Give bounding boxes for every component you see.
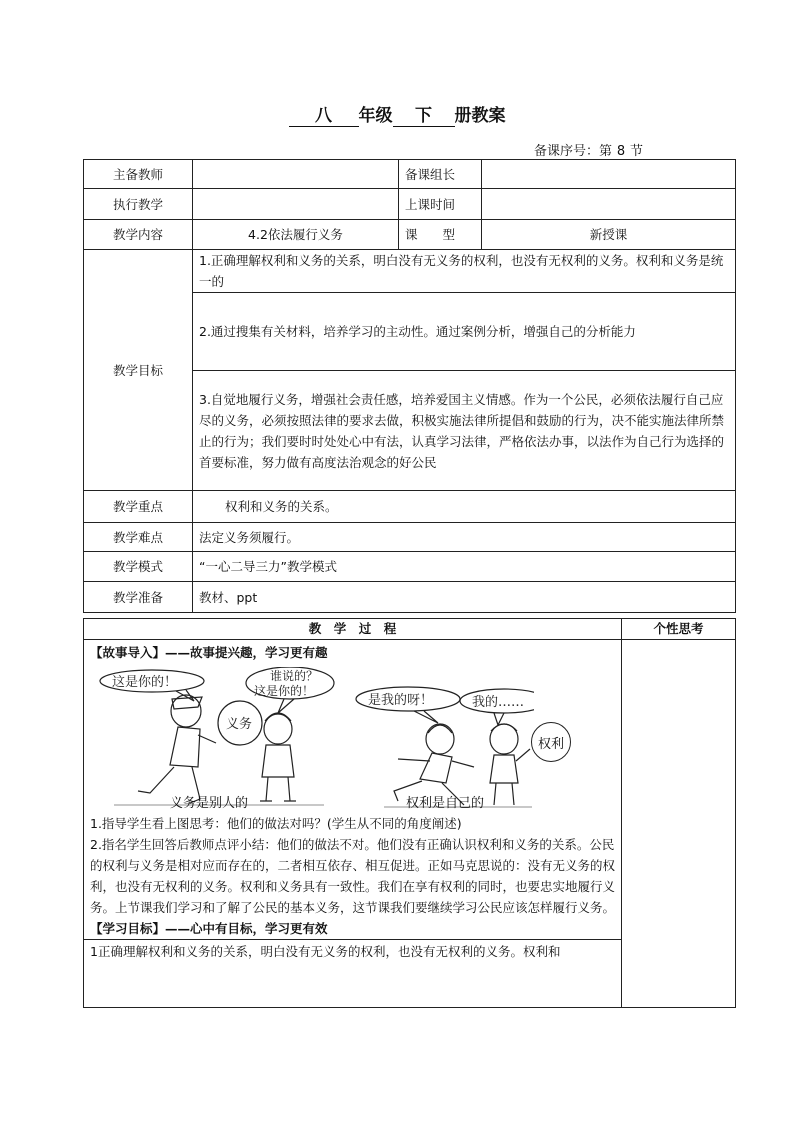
process-header: 教 学 过 程 (84, 619, 622, 640)
caption-duty: 义务是别人的 (170, 796, 249, 811)
serial-number: 8 (612, 144, 630, 160)
bubble-tail-3 (414, 711, 438, 723)
teaching-process-table (83, 618, 736, 1008)
reflection-cell[interactable] (622, 640, 736, 1008)
grade-suffix: 年级 (358, 106, 393, 126)
lead-teacher-label: 主备教师 (84, 160, 193, 189)
class-time-value (482, 189, 736, 220)
lesson-serial (534, 140, 643, 160)
rights-duties-cartoon (94, 667, 534, 813)
paragraph-3: 1正确理解权利和义务的关系，明白没有无义务的权利，也没有无权利的义务。权利和 (84, 939, 621, 962)
goal-item-2: 2.通过搜集有关材料，培养学习的主动性。通过案例分析，增强自己的分析能力 (193, 293, 736, 371)
bubble-tail-2 (278, 699, 294, 713)
mode-label: 教学模式 (84, 552, 193, 582)
page-title (0, 106, 794, 127)
term-field: 下 (393, 106, 455, 127)
exec-teacher-value (193, 189, 399, 220)
prep-value: 教材、ppt (193, 582, 736, 613)
lead-teacher-value (193, 160, 399, 189)
boy-refusing-figure (260, 713, 296, 801)
goal-item-3: 3.自觉地履行义务，增强社会责任感，培养爱国主义情感。作为一个公民，必须依法履行自己应尽的义务，必须按照法律的要求去做，积极实施法律所提倡和鼓励的行为，决不能实施法律所禁止的行为；我们要时时处处心中有法，认真学习法律，严格依法办事，以法作为自己行为选择的首要标准，努力做有高度法治观念的好公民 (193, 371, 736, 491)
boy-reaching-figure (490, 724, 530, 805)
type-label: 课 型 (399, 220, 482, 250)
key-point-label: 教学重点 (84, 491, 193, 523)
goal-item-1: 1.正确理解权利和义务的关系，明白没有无义务的权利，也没有无权利的义务。权利和义务是统一的 (193, 250, 736, 293)
bubble-2-line-1: 谁说的？ (270, 669, 319, 683)
key-point-value: 权利和义务的关系。 (193, 491, 736, 523)
bubble-4-text: 我的…… (472, 695, 525, 710)
lesson-info-table (83, 159, 736, 613)
content-value: 4.2依法履行义务 (193, 220, 399, 250)
content-label: 教学内容 (84, 220, 193, 250)
group-leader-value (482, 160, 736, 189)
reflection-header: 个性思考 (622, 619, 736, 640)
group-leader-label: 备课组长 (399, 160, 482, 189)
prep-label: 教学准备 (84, 582, 193, 613)
mode-value: “一心二导三力”教学模式 (193, 552, 736, 582)
caption-right: 权利是自己的 (406, 796, 485, 811)
difficulty-value: 法定义务须履行。 (193, 523, 736, 552)
rights-ball-text: 权利 (537, 736, 564, 752)
serial-label: 备课序号：第 (534, 144, 613, 159)
bubble-1-text: 这是你的！ (112, 675, 178, 690)
type-value: 新授课 (482, 220, 736, 250)
grade-field: 八 (289, 106, 359, 127)
story-heading: 【故事导入】——故事提兴趣，学习更有趣 (90, 645, 328, 660)
term-suffix: 册教案 (454, 106, 506, 126)
goals-label: 教学目标 (84, 250, 193, 491)
difficulty-label: 教学难点 (84, 523, 193, 552)
bubble-3-text: 是我的呀！ (368, 693, 434, 708)
paragraph-1: 1.指导学生看上图思考：他们的做法对吗？(学生从不同的角度阐述) (90, 816, 462, 831)
class-time-label: 上课时间 (399, 189, 482, 220)
serial-suffix: 节 (630, 144, 644, 159)
bubble-tail-4 (494, 713, 504, 725)
goal-heading: 【学习目标】——心中有目标，学习更有效 (90, 921, 328, 936)
paragraph-2: 2.指名学生回答后教师点评小结：他们的做法不对。他们没有正确认识权利和义务的关系。公民的权利与义务是相对应而存在的，二者相互依存、相互促进。正如马克思说的：没有无义务的权利，也没有无权利的义务。权利和义务具有一致性。我们在享有权利的同时，也要忠实地履行义务。上节课我们学习和了解了公民的基本义务，这节课我们要继续学习公民应该怎样履行义务。 (90, 837, 616, 915)
duty-ball-text: 义务 (226, 717, 253, 732)
bubble-2-line-2: 这是你的！ (254, 684, 315, 698)
exec-teacher-label: 执行教学 (84, 189, 193, 220)
rights-ball (531, 722, 571, 762)
boy-giving-duty-figure (138, 695, 216, 803)
process-body (84, 640, 622, 1008)
